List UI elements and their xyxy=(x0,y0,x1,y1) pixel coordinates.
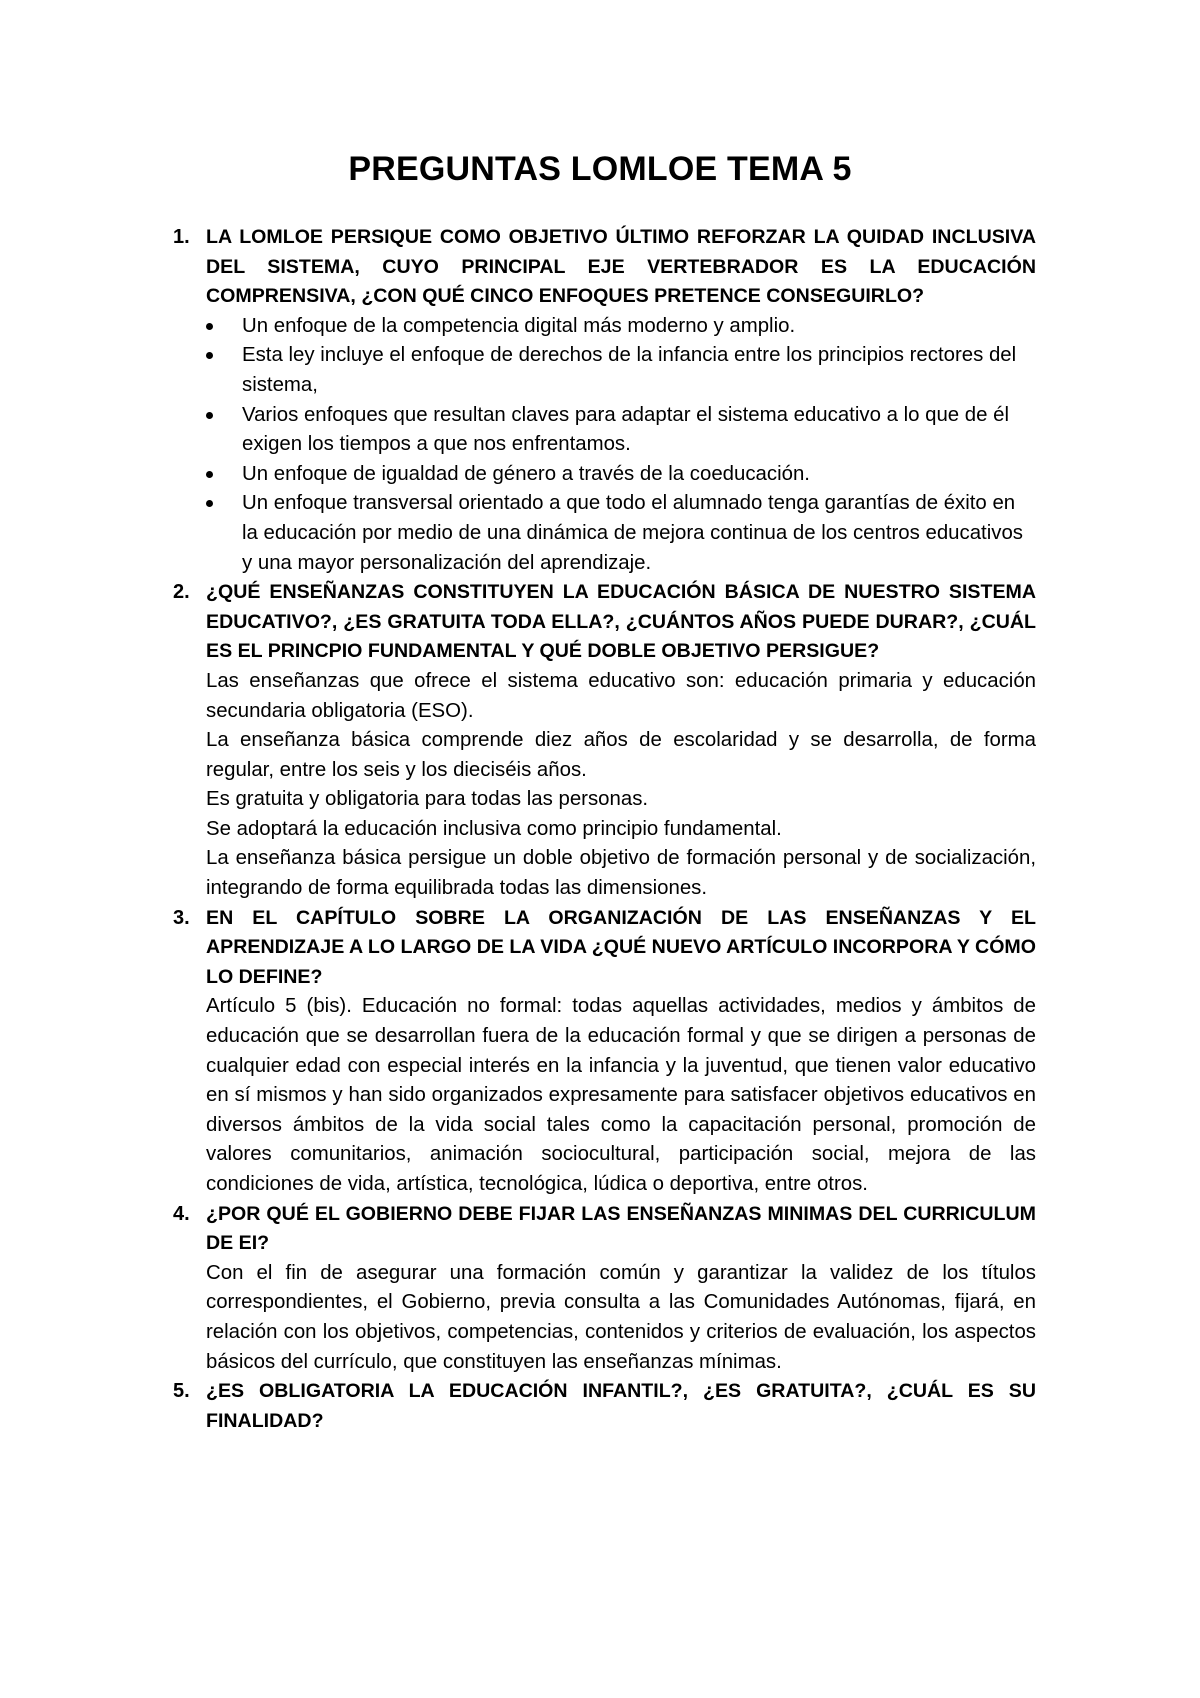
bullet-text: Un enfoque de igualdad de género a través de la coeducación. xyxy=(242,462,810,485)
answer-paragraph: Se adoptará la educación inclusiva como principio fundamental. xyxy=(206,817,782,840)
question-number: 2. xyxy=(173,581,190,604)
bullet-text: Un enfoque transversal orientado a que todo el alumnado tenga garantías de éxito en la educación por medio de una dinámica de mejora continua de los centros educativos y una mayor personalización del aprendizaje. xyxy=(242,492,1023,574)
answer-bullet xyxy=(206,341,1036,400)
question-1 xyxy=(173,223,1036,578)
bullet-icon xyxy=(206,352,213,359)
bullet-text: Un enfoque de la competencia digital más moderno y amplio. xyxy=(242,314,796,337)
answer-paragraph: Artículo 5 (bis). Educación no formal: todas aquellas actividades, medios y ámbitos de educación que se desarrollan fuera de la educación formal y que se dirigen a personas de cualquier edad con especial interés en la infancia y la juventud, que tienen valor educativo en sí mismos y han sido organizados expresamente para satisfacer objetivos educativos en diversos ámbitos de la vida social tales como la capacitación personal, promoción de valores comunitarios, animación sociocultural, participación social, mejora de las condiciones de vida, artística, tecnológica, lúdica o deportiva, entre otros. xyxy=(206,995,1036,1195)
answer-paragraph: Con el fin de asegurar una formación común y garantizar la validez de los títulos correspondientes, el Gobierno, previa consulta a las Comunidades Autónomas, fijará, en relación con los objetivos, competencias, contenidos y criterios de evaluación, los aspectos básicos del currículo, que constituyen las enseñanzas mínimas. xyxy=(206,1261,1036,1373)
answer-bullet xyxy=(206,489,1036,578)
answer-paragraph: Las enseñanzas que ofrece el sistema educativo son: educación primaria y educación secundaria obligatoria (ESO). xyxy=(206,669,1036,722)
question-number: 1. xyxy=(173,226,190,248)
question-text: ¿POR QUÉ EL GOBIERNO DEBE FIJAR LAS ENSEÑANZAS MINIMAS DEL CURRICULUM DE EI? xyxy=(206,1202,1036,1255)
answer-paragraph: Es gratuita y obligatoria para todas las personas. xyxy=(206,788,649,811)
bullet-icon xyxy=(206,471,213,478)
bullet-icon xyxy=(206,500,213,507)
bullet-icon xyxy=(206,323,213,330)
question-number: 3. xyxy=(173,906,190,929)
bullet-icon xyxy=(206,412,213,419)
question-number: 5. xyxy=(173,1380,190,1403)
answer-bullet-list xyxy=(206,312,1036,578)
answer-bullet xyxy=(206,312,1036,342)
question-5 xyxy=(173,1377,1036,1436)
question-text: LA LOMLOE PERSIQUE COMO OBJETIVO ÚLTIMO REFORZAR LA QUIDAD INCLUSIVA DEL SISTEMA, CUYO PRINCIPAL EJE VERTEBRADOR ES LA EDUCACIÓN COMPRENSIVA, ¿CON QUÉ CINCO ENFOQUES PRETENCE CONSEGUIRLO? xyxy=(206,226,1036,308)
question-list xyxy=(173,223,1036,1436)
answer-paragraph: La enseñanza básica comprende diez años de escolaridad y se desarrolla, de forma regular, entre los seis y los dieciséis años. xyxy=(206,729,1036,781)
bullet-text: Esta ley incluye el enfoque de derechos de la infancia entre los principios rectores del sistema, xyxy=(242,344,1017,396)
answer-paragraph: La enseñanza básica persigue un doble objetivo de formación personal y de socialización, integrando de forma equilibrada todas las dimensiones. xyxy=(206,847,1036,900)
question-text: ¿ES OBLIGATORIA LA EDUCACIÓN INFANTIL?, ¿ES GRATUITA?, ¿CUÁL ES SU FINALIDAD? xyxy=(206,1380,1036,1432)
document-title: PREGUNTAS LOMLOE TEMA 5 xyxy=(348,150,852,188)
question-number: 4. xyxy=(173,1202,190,1225)
question-2 xyxy=(173,578,1036,904)
answer-bullet xyxy=(206,401,1036,460)
question-text: EN EL CAPÍTULO SOBRE LA ORGANIZACIÓN DE LAS ENSEÑANZAS Y EL APRENDIZAJE A LO LARGO DE LA VIDA ¿QUÉ NUEVO ARTÍCULO INCORPORA Y CÓMO LO DEFINE? xyxy=(206,906,1036,988)
bullet-text: Varios enfoques que resultan claves para adaptar el sistema educativo a lo que de él exigen los tiempos a que nos enfrentamos. xyxy=(242,403,1010,456)
question-4 xyxy=(173,1200,1036,1378)
answer-bullet xyxy=(206,460,1036,490)
question-3 xyxy=(173,904,1036,1200)
question-text: ¿QUÉ ENSEÑANZAS CONSTITUYEN LA EDUCACIÓN BÁSICA DE NUESTRO SISTEMA EDUCATIVO?, ¿ES GRATUITA TODA ELLA?, ¿CUÁNTOS AÑOS PUEDE DURAR?, ¿CUÁL ES EL PRINCPIO FUNDAMENTAL Y QUÉ DOBLE OBJETIVO PERSIGUE? xyxy=(206,581,1036,663)
